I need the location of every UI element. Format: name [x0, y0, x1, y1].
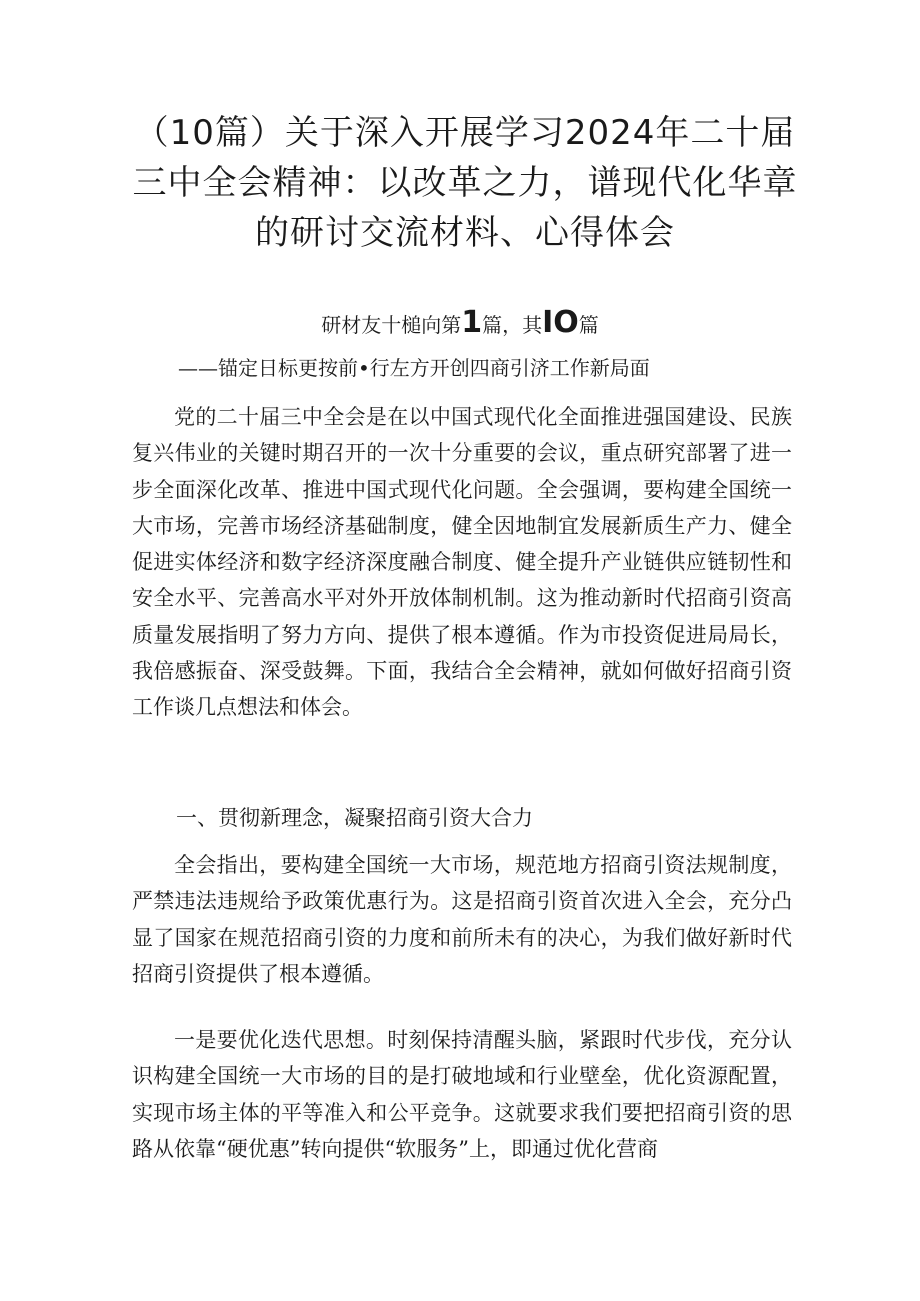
- article-tagline: ——锚定日标更按前•行左方开创四商引济工作新局面: [178, 356, 650, 380]
- paragraph-section-1: 全会指出，要构建全国统一大市场，规范地方招商引资法规制度，严禁违法违规给予政策优惠行为。这是招商引资首次进入全会，充分凸显了国家在规范招商引资的力度和前所未有的决心，为我们做好新时代招商引资提供了根本遵循。: [132, 853, 792, 986]
- count-middle: 篇，其: [482, 313, 543, 337]
- title-line-2: 三中全会精神：以改革之力，谱现代化华章: [132, 163, 798, 203]
- document-title: [120, 108, 810, 258]
- article-count-line: [0, 305, 920, 343]
- section-heading: 一、贯彻新理念，凝聚招商引资大合力: [176, 806, 533, 830]
- count-total: IO: [542, 305, 579, 340]
- title-line-3: 的研讨交流材料、心得体会: [255, 213, 675, 253]
- count-suffix: 篇: [578, 313, 599, 337]
- paragraph-intro: 党的二十届三中全会是在以中国式现代化全面推进强国建设、民族复兴伟业的关键时期召开的一次十分重要的会议，重点研究部署了进一步全面深化改革、推进中国式现代化问题。全会强调，要构建全国统一大市场，完善市场经济基础制度，健全因地制宜发展新质生产力、健全促进实体经济和数字经济深度融合制度、健全提升产业链供应链韧性和安全水平、完善高水平对外开放体制机制。这为推动新时代招商引资高质量发展指明了努力方向、提供了根本遵循。作为市投资促进局局长，我倍感振奋、深受鼓舞。下面，我结合全会精神，就如何做好招商引资工作谈几点想法和体会。: [132, 405, 792, 720]
- paragraph-point-1: 一是要优化迭代思想。时刻保持清醒头脑，紧跟时代步伐，充分认识构建全国统一大市场的目的是打破地域和行业壁垒，优化资源配置，实现市场主体的平等准入和公平竞争。这就要求我们要把招商引资的思路从依靠“硬优惠”转向提供“软服务”上，即通过优化营商: [132, 1028, 792, 1161]
- title-line-1: （10篇）关于深入开展学习2024年二十届: [134, 113, 796, 153]
- count-number: 1: [461, 305, 483, 340]
- count-prefix: 研材友十槌向第: [321, 313, 462, 337]
